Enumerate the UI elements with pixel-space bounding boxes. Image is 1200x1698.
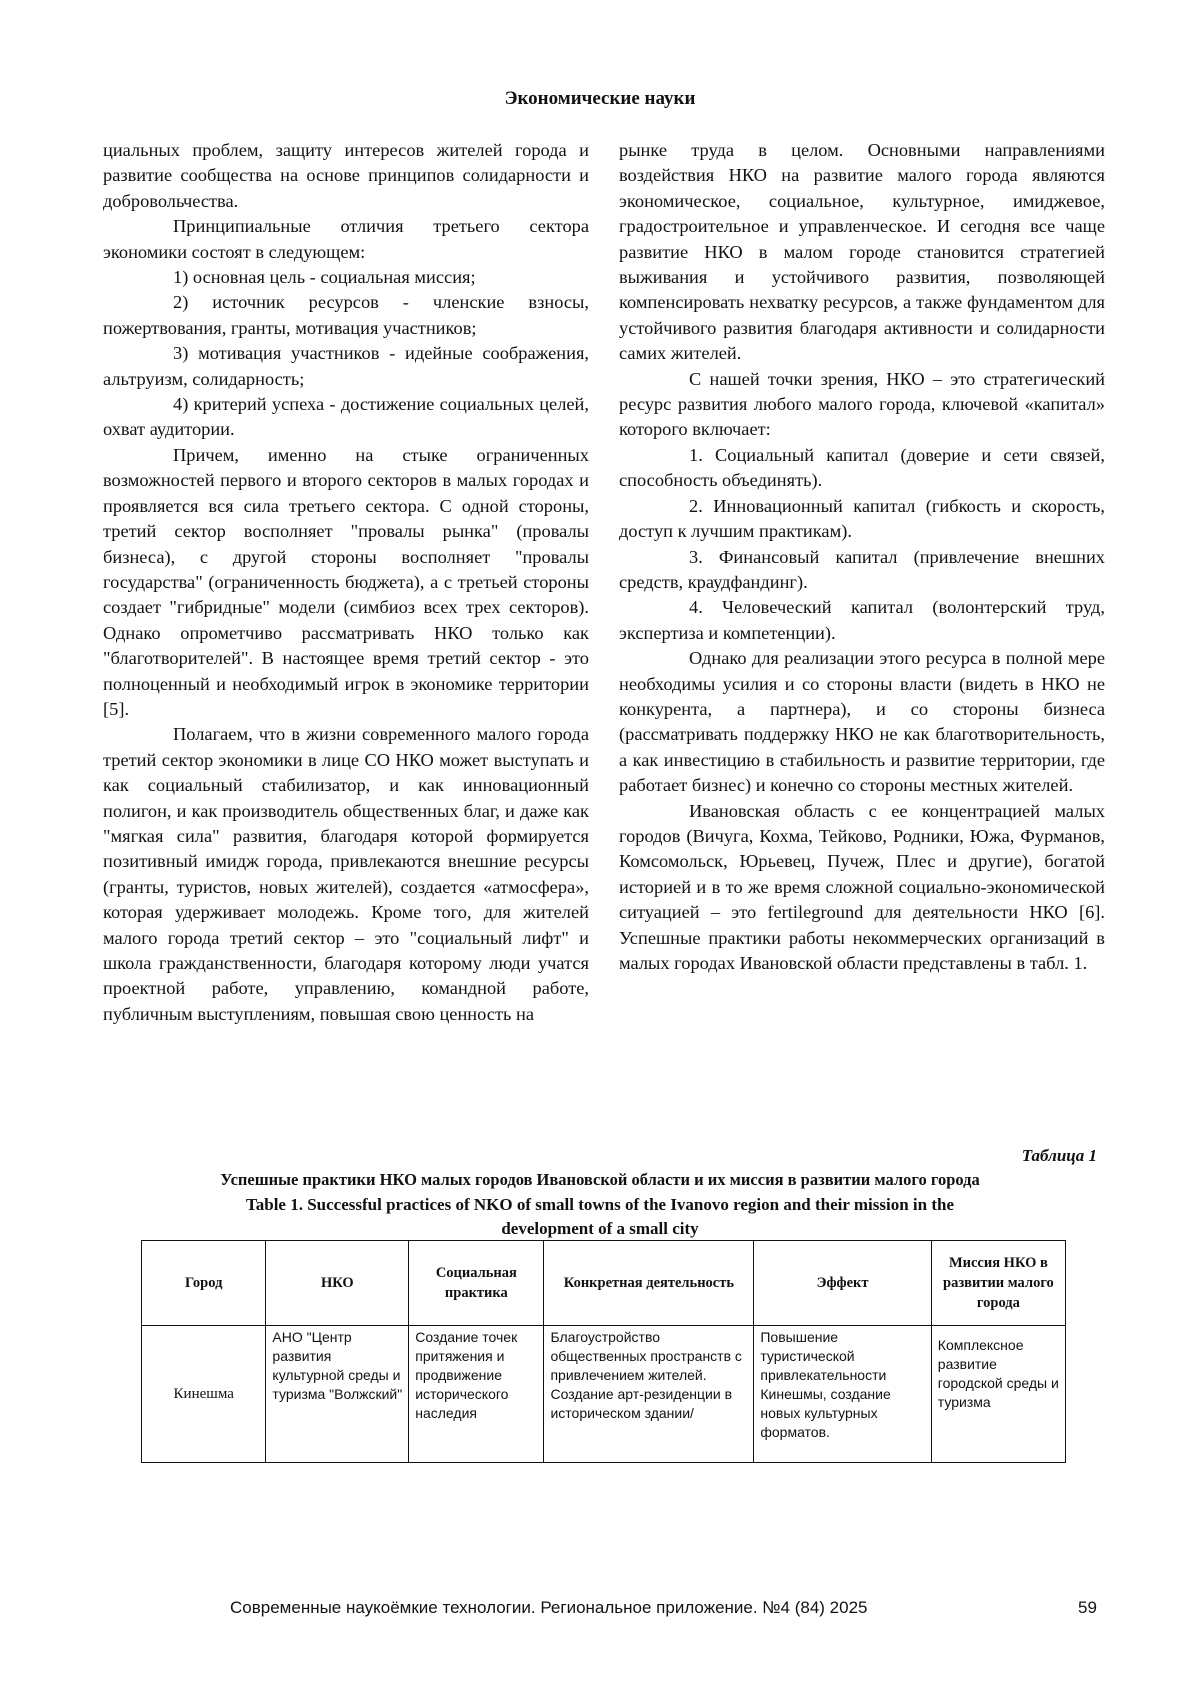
practices-table xyxy=(141,1240,1066,1463)
left-column xyxy=(103,138,589,1027)
paragraph: Причем, именно на стыке ограниченных возможностей первого и второго секторов в малых городах и проявляется вся сила третьего сектора. С одной стороны, третий сектор восполняет "провалы рынка" (провалы бизнеса), с другой стороны восполняет "провалы государства" (ограниченность бюджета), а с третьей стороны создает "гибридные" модели (симбиоз всех трех секторов). Однако опрометчиво рассматривать НКО только как "благотворителей". В настоящее время третий сектор - это полноценный и необходимый игрок в экономике территории [5]. xyxy=(103,444,589,719)
body-columns xyxy=(103,138,1105,1027)
list-item: 3) мотивация участников - идейные соображения, альтруизм, солидарность; xyxy=(103,343,589,389)
list-item: 4) критерий успеха - достижение социальных целей, охват аудитории. xyxy=(103,394,589,440)
paragraph: рынке труда в целом. Основными направлениями воздействия НКО на развитие малого города являются экономическое, социальное, культурное, имиджевое, градостроительное и управленческое. И сегодня все чаще развитие НКО в малом городе становится стратегией выживания и устойчивого развития, позволяющей компенсировать нехватку ресурсов, а также фундаментом для устойчивого развития благодаря активности и солидарности самих жителей. xyxy=(619,140,1105,364)
cell-city: Кинешма xyxy=(142,1326,266,1463)
page-number: 59 xyxy=(1078,1598,1097,1617)
header-effect: Эффект xyxy=(754,1241,931,1326)
table-title-en: Table 1. Successful practices of NKO of small towns of the Ivanovo region and their mission in the development of a small city xyxy=(245,1195,955,1238)
paragraph: Принципиальные отличия третьего сектора экономики состоят в следующем: xyxy=(103,216,589,262)
header-social-practice: Социальная практика xyxy=(409,1241,544,1326)
right-column xyxy=(619,138,1105,1027)
table-label: Таблица 1 xyxy=(1021,1146,1097,1165)
cell-mission: Комплексное развитие городской среды и туризма xyxy=(931,1326,1065,1463)
header-mission: Миссия НКО в развитии малого города xyxy=(931,1241,1065,1326)
header-activity: Конкретная деятельность xyxy=(544,1241,754,1326)
footer-journal-title: Современные наукоёмкие технологии. Региональное приложение. №4 (84) 2025 xyxy=(230,1598,868,1617)
table-header-row xyxy=(142,1241,1066,1326)
list-item: 1. Социальный капитал (доверие и сети связей, способность объединять). xyxy=(619,444,1105,491)
paragraph: С нашей точки зрения, НКО – это стратегический ресурс развития любого малого города, ключевой «капитал» которого включает: xyxy=(619,368,1105,440)
header-nko: НКО xyxy=(266,1241,409,1326)
list-item: 1) основная цель - социальная миссия; xyxy=(173,267,476,288)
cell-nko: АНО "Центр развития культурной среды и туризма "Волжский" xyxy=(266,1326,409,1463)
cell-social-practice: Создание точек притяжения и продвижение исторического наследия xyxy=(409,1326,544,1463)
section-header: Экономические науки xyxy=(504,88,696,109)
list-item: 2. Инновационный капитал (гибкость и скорость, доступ к лучшим практикам). xyxy=(619,495,1105,542)
paragraph: Ивановская область с ее концентрацией малых городов (Вичуга, Кохма, Тейково, Родники, Южа, Фурманов, Комсомольск, Юрьевец, Пучеж, Плес и другие), богатой историей и в то же время сложной социально-экономической ситуацией – это fertileground для деятельности НКО [6]. Успешные практики работы некоммерческих организаций в малых городах Ивановской области представлены в табл. 1. xyxy=(619,800,1105,973)
cell-activity: Благоустройство общественных пространств с привлечением жителей. Создание арт-резиденции в историческом здании/ xyxy=(544,1326,754,1463)
list-item: 4. Человеческий капитал (волонтерский труд, экспертиза и компетенции). xyxy=(619,597,1105,643)
table-title-ru: Успешные практики НКО малых городов Ивановской области и их миссия в развитии малого города xyxy=(220,1170,980,1189)
list-item: 2) источник ресурсов - членские взносы, пожертвования, гранты, мотивация участников; xyxy=(103,292,589,338)
cell-effect: Повышение туристической привлекательности Кинешмы, создание новых культурных форматов. xyxy=(754,1326,931,1463)
paragraph: Однако для реализации этого ресурса в полной мере необходимы усилия и со стороны власти (видеть в НКО не конкурента, а партнера), и со стороны бизнеса (рассматривать поддержку НКО не как благотворительность, а как инвестицию в стабильность и развитие территории, где работает бизнес) и конечно со стороны местных жителей. xyxy=(619,648,1105,796)
table-row xyxy=(142,1326,1066,1463)
list-item: 3. Финансовый капитал (привлечение внешних средств, краудфандинг). xyxy=(619,546,1105,592)
header-city: Город xyxy=(142,1241,266,1326)
paragraph: Полагаем, что в жизни современного малого города третий сектор экономики в лице СО НКО может выступать и как социальный стабилизатор, и как инновационный полигон, и как производитель общественных благ, и даже как "мягкая сила" развития, благодаря которой формируется позитивный имидж города, привлекаются внешние ресурсы (гранты, туристов, новых жителей), создается «атмосфера», которая удерживает молодежь. Кроме того, для жителей малого города третий сектор – это "социальный лифт" и школа гражданственности, благодаря которому люди учатся проектной работе, управлению, командной работе, публичным выступлениям, повышая свою ценность на xyxy=(103,724,589,1024)
paragraph: циальных проблем, защиту интересов жителей города и развитие сообщества на основе принципов солидарности и добровольчества. xyxy=(103,140,589,211)
